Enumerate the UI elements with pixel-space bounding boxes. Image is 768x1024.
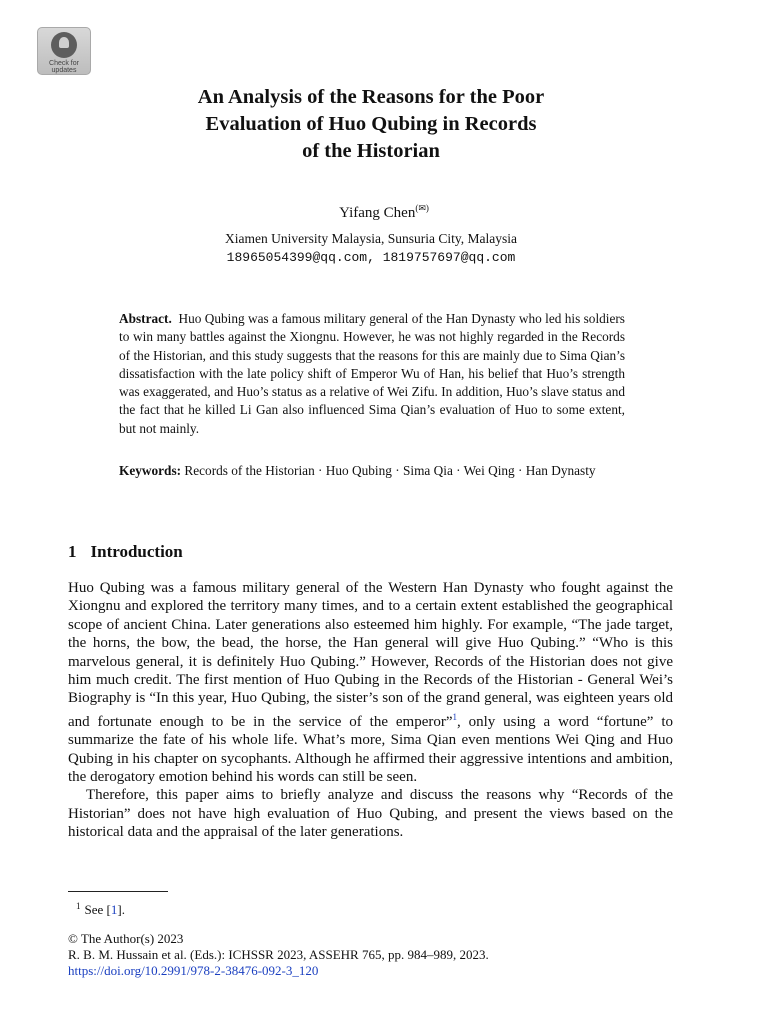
author-emails[interactable]: 18965054399@qq.com, 1819757697@qq.com xyxy=(226,250,516,265)
section-title: Introduction xyxy=(90,542,183,561)
paragraph-1-text-a: Huo Qubing was a famous military general of the Western Han Dynasty who fought against the Xiongnu and explored the territory many times, and to a certain extent established the geographical scope of ancient China. Later generations also esteemed him highly. For example, “The jade target, the horns, the bow, the bead, the horse, the Han general will give Huo Qubing.” “Who is this marvelous general, it is definitely Huo Qubing.” However, Records of the Historian does not give him much credit. The first mention of Huo Qubing in the Records of the Historian - General Wei’s Biography is “In this year, Huo Qubing, the sister’s son of the grand general, was eighteen years old and fortunate enough to be in the service of the emperor” xyxy=(68,580,673,730)
title-line-2: Evaluation of Huo Qubing in Records xyxy=(205,113,537,135)
keywords xyxy=(119,462,625,480)
section-body xyxy=(68,579,673,842)
abstract-text: Huo Qubing was a famous military general of the Han Dynasty who led his soldiers to win many battles against the Xiongnu. However, he was not highly regarded in the Records of the Historian, and this study suggests that the reasons for this are mainly due to Sima Qian’s dissatisfaction with the late policy shift of Emperor Wu of Han, his belief that Huo’s strength was exaggerated, and Huo’s status as a relative of Wei Zifu. In addition, Huo’s slave status and the fact that he killed Li Gan also influenced Sima Qian’s evaluation of Huo to some extent, but not mainly. xyxy=(119,311,625,436)
section-number: 1 xyxy=(68,542,77,561)
footnote-divider xyxy=(68,891,168,892)
footnote-number: 1 xyxy=(76,901,81,911)
badge-line-1: Check for xyxy=(49,60,79,67)
copyright-notice: © The Author(s) 2023 xyxy=(68,931,184,946)
footnote xyxy=(76,898,125,918)
author-line xyxy=(0,199,768,222)
paragraph-1-text-b: , only using a word “fortune” to summarize the fate of his whole life. What’s more, Sima Qian even mentions Wei Qing and Huo Qubing in his chapter on sycophants. Although he affirmed their aggressive intentions and ambition, the derogatory emotion behind his words can still be seen. xyxy=(68,713,673,786)
paragraph-1 xyxy=(68,579,673,786)
email-icon[interactable]: (✉) xyxy=(415,203,429,213)
title-line-1: An Analysis of the Reasons for the Poor xyxy=(197,86,545,108)
publication-info xyxy=(68,931,489,979)
abstract xyxy=(119,310,625,438)
check-for-updates-badge[interactable] xyxy=(37,27,91,75)
bookmark-icon xyxy=(51,32,77,58)
title-line-3: of the Historian xyxy=(302,140,440,162)
footnote-text-a: See [ xyxy=(84,902,111,917)
footnote-marker[interactable]: 1 xyxy=(452,711,457,722)
section-heading xyxy=(68,542,183,562)
reference-link[interactable]: 1 xyxy=(110,902,118,917)
doi-link[interactable]: https://doi.org/10.2991/978-2-38476-092-3_120 xyxy=(68,963,319,978)
paragraph-2: Therefore, this paper aims to briefly analyze and discuss the reasons why “Records of the Historian” does not have high evaluation of Huo Qubing, and present the views based on the historical data and the appraisal of the later generations. xyxy=(68,787,673,841)
badge-line-2: updates xyxy=(51,67,77,74)
keywords-label: Keywords: xyxy=(119,463,182,478)
author-name: Yifang Chen xyxy=(339,205,416,221)
badge-label xyxy=(49,60,79,74)
abstract-label: Abstract. xyxy=(119,311,172,326)
footnote-text-b: ]. xyxy=(117,902,125,917)
keywords-text: Records of the Historian · Huo Qubing · Sima Qia · Wei Qing · Han Dynasty xyxy=(184,463,596,478)
affiliation: Xiamen University Malaysia, Sunsuria City, Malaysia xyxy=(225,231,517,246)
paper-title xyxy=(100,84,642,165)
citation-line: R. B. M. Hussain et al. (Eds.): ICHSSR 2023, ASSEHR 765, pp. 984–989, 2023. xyxy=(68,947,489,962)
